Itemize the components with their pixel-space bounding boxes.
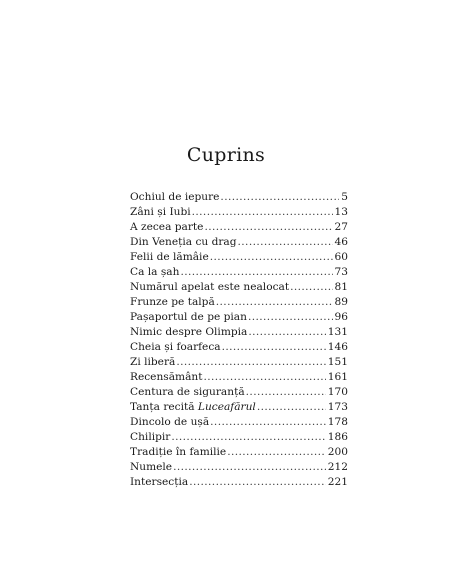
toc-entry bbox=[130, 220, 348, 235]
toc-entry-page: 178 bbox=[327, 416, 348, 428]
toc-entry bbox=[130, 460, 348, 475]
toc-entry-title: Ca la șah bbox=[130, 266, 180, 278]
toc-entry-title: Tradiție în familie bbox=[130, 446, 227, 458]
toc-entry-title: Ochiul de iepure bbox=[130, 191, 220, 203]
toc-leader-dots bbox=[222, 340, 326, 355]
toc-entry-page: 46 bbox=[334, 236, 348, 248]
toc-entry-page: 5 bbox=[341, 191, 348, 203]
toc-entry-page: 200 bbox=[327, 446, 348, 458]
toc-leader-dots bbox=[227, 445, 326, 460]
toc-entry-title: Cheia și foarfeca bbox=[130, 341, 221, 353]
toc-entry bbox=[130, 415, 348, 430]
toc-entry-page: 212 bbox=[327, 461, 348, 473]
toc-entry bbox=[130, 295, 348, 310]
toc-entry-page: 60 bbox=[334, 251, 348, 263]
toc-entry bbox=[130, 400, 348, 415]
toc-leader-dots bbox=[171, 430, 325, 445]
toc-entry-page: 173 bbox=[327, 401, 348, 413]
toc-leader-dots bbox=[216, 295, 333, 310]
toc-entry bbox=[130, 355, 348, 370]
toc-entry-page: 89 bbox=[334, 296, 348, 308]
toc-entry-title-plain: Tanța recită bbox=[130, 401, 198, 413]
toc-leader-dots bbox=[210, 415, 326, 430]
toc-entry bbox=[130, 340, 348, 355]
toc-entry-title: Pașaportul de pe pian bbox=[130, 311, 247, 323]
toc-entry-page: 131 bbox=[327, 326, 348, 338]
toc-entry-title: Intersecția bbox=[130, 476, 189, 488]
toc-entry bbox=[130, 325, 348, 340]
toc-leader-dots bbox=[192, 205, 333, 220]
toc-entry-page: 186 bbox=[327, 431, 348, 443]
toc-leader-dots bbox=[189, 475, 326, 490]
toc-entry-page: 146 bbox=[327, 341, 348, 353]
toc-entry bbox=[130, 385, 348, 400]
toc-entry-title: A zecea parte bbox=[130, 221, 204, 233]
toc-entry-page: 73 bbox=[334, 266, 348, 278]
toc-entry bbox=[130, 430, 348, 445]
toc-entry-title bbox=[130, 400, 256, 415]
toc-leader-dots bbox=[180, 265, 332, 280]
toc-entry-title: Zi liberă bbox=[130, 356, 176, 368]
toc-entry bbox=[130, 190, 348, 205]
toc-entry-page: 161 bbox=[327, 371, 348, 383]
toc-entry bbox=[130, 280, 348, 295]
toc-entry-page: 27 bbox=[334, 221, 348, 233]
toc-entry bbox=[130, 265, 348, 280]
toc-entry-title-italic: Luceafărul bbox=[197, 401, 256, 413]
toc-leader-dots bbox=[290, 280, 332, 295]
toc-entry bbox=[130, 250, 348, 265]
toc-leader-dots bbox=[220, 190, 339, 205]
toc-leader-dots bbox=[248, 310, 333, 325]
toc-entry-title: Nimic despre Olimpia bbox=[130, 326, 248, 338]
toc-entry-title: Numărul apelat este nealocat bbox=[130, 281, 290, 293]
toc-entry bbox=[130, 370, 348, 385]
toc-entry-title: Zâni și Iubi bbox=[130, 206, 191, 218]
toc-entry-page: 151 bbox=[327, 356, 348, 368]
table-of-contents bbox=[130, 190, 348, 490]
toc-entry-title: Recensământ bbox=[130, 371, 203, 383]
toc-leader-dots bbox=[257, 400, 326, 415]
toc-entry-page: 81 bbox=[334, 281, 348, 293]
toc-leader-dots bbox=[238, 235, 333, 250]
toc-entry-title: Felii de lămâie bbox=[130, 251, 209, 263]
toc-leader-dots bbox=[248, 325, 325, 340]
toc-entry-page: 170 bbox=[327, 386, 348, 398]
toc-entry-title: Dincolo de ușă bbox=[130, 416, 210, 428]
toc-leader-dots bbox=[210, 250, 333, 265]
toc-entry-title: Numele bbox=[130, 461, 173, 473]
toc-entry-title: Centura de siguranță bbox=[130, 386, 245, 398]
toc-entry-title: Chilipir bbox=[130, 431, 171, 443]
toc-leader-dots bbox=[173, 460, 326, 475]
toc-entry bbox=[130, 310, 348, 325]
toc-entry bbox=[130, 445, 348, 460]
toc-entry-title: Din Veneția cu drag bbox=[130, 236, 237, 248]
toc-leader-dots bbox=[246, 385, 326, 400]
toc-leader-dots bbox=[203, 370, 325, 385]
toc-entry-page: 221 bbox=[327, 476, 348, 488]
toc-entry bbox=[130, 475, 348, 490]
toc-entry-page: 96 bbox=[334, 311, 348, 323]
page-title: Cuprins bbox=[186, 144, 266, 166]
toc-entry bbox=[130, 235, 348, 250]
toc-entry-page: 13 bbox=[334, 206, 348, 218]
toc-leader-dots bbox=[204, 220, 332, 235]
toc-leader-dots bbox=[176, 355, 325, 370]
toc-entry bbox=[130, 205, 348, 220]
toc-entry-title: Frunze pe talpă bbox=[130, 296, 215, 308]
